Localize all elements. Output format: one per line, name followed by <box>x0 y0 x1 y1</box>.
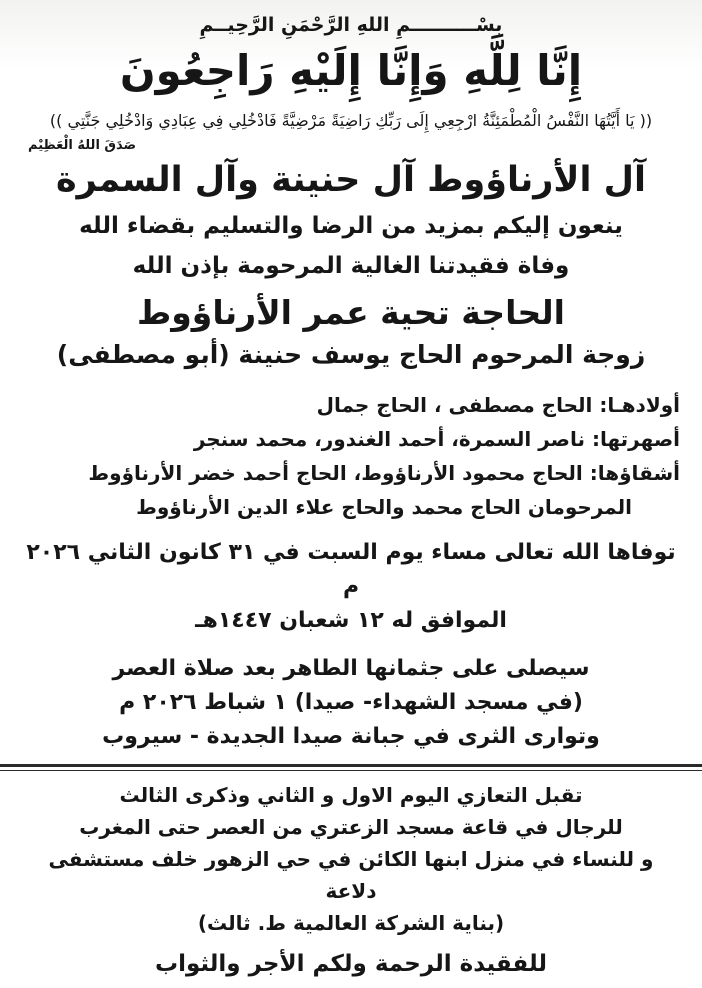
deceased-name: الحاجة تحية عمر الأرناؤوط <box>137 293 565 333</box>
burial-place-line: وتوارى الثرى في جبانة صيدا الجديدة - سيروب <box>102 724 600 750</box>
naai-intro-line: ينعون إليكم بمزيد من الرضا والتسليم بقضاء الله <box>79 212 623 239</box>
family-names-heading: آل الأرناؤوط آل حنينة وآل السمرة <box>55 159 647 200</box>
condolence-days-line: تقبل التعازي اليوم الاول و الثاني وذكرى الثالث <box>119 783 583 808</box>
section-divider-rule <box>0 764 702 771</box>
condolence-men-line: للرجال في قاعة مسجد الزعتري من العصر حتى المغرب <box>79 815 623 840</box>
relatives-brothers-line: أشقاؤها: الحاج محمود الأرناؤوط، الحاج أحمد خضر الأرناؤوط <box>88 460 680 485</box>
basmala-calligraphy: بِسْــــــــــمِ اللهِ الرَّحْمَنِ الرَّحِيــمِ <box>199 14 503 36</box>
death-date-section <box>22 536 680 638</box>
condolence-women-line: و للنساء في منزل ابنها الكائن في حي الزهور خلف مستشفى دلاعة <box>48 847 654 904</box>
relatives-section <box>22 388 680 524</box>
relatives-inlaws-line: أصهرتها: ناصر السمرة، أحمد الغندور، محمد سنجر <box>193 426 680 451</box>
funeral-section <box>22 652 680 754</box>
funeral-mosque-line: (في مسجد الشهداء- صيدا) ١ شباط ٢٠٢٦ م <box>119 690 583 716</box>
death-date-line: توفاها الله تعالى مساء يوم السبت في ٣١ كانون الثاني ٢٠٢٦ م <box>26 539 676 599</box>
closing-dua-line: للفقيدة الرحمة ولكم الأجر والثواب <box>154 951 548 978</box>
quran-verse: (( يَا أَيَّتُهَا النَّفْسُ الْمُطْمَئِنَّةُ ارْجِعِي إِلَى رَبِّكِ رَاضِيَةً مَرْضِيَّةً فَادْخُلِي فِي عِبَادِي وَادْخُلِي جَنَّتِي )) <box>49 111 653 131</box>
death-cause-line: وفاة فقيدتنا الغالية المرحومة بإذن الله <box>132 252 570 279</box>
sadaqa-allah-mark: صَدَقَ اللهُ الْعَظِيْم <box>28 137 137 153</box>
condolences-section <box>22 779 680 939</box>
hijri-date-line: الموافق له ١٢ شعبان ١٤٤٧هـ <box>195 608 507 634</box>
relatives-sons-line: أولادهـا: الحاج مصطفى ، الحاج جمال <box>316 392 680 417</box>
condolence-building-line: (بناية الشركة العالمية ط. ثالث) <box>197 911 505 936</box>
istirjaa-calligraphy: إِنَّا لِلَّهِ وَإِنَّا إِلَيْهِ رَاجِعُونَ <box>119 46 583 95</box>
funeral-prayer-line: سيصلى على جثمانها الطاهر بعد صلاة العصر <box>112 656 590 682</box>
relatives-deceased-brothers-line: المرحومان الحاج محمد والحاج علاء الدين الأرناؤوط <box>136 494 632 519</box>
spouse-line: زوجة المرحوم الحاج يوسف حنينة (أبو مصطفى) <box>56 340 646 370</box>
